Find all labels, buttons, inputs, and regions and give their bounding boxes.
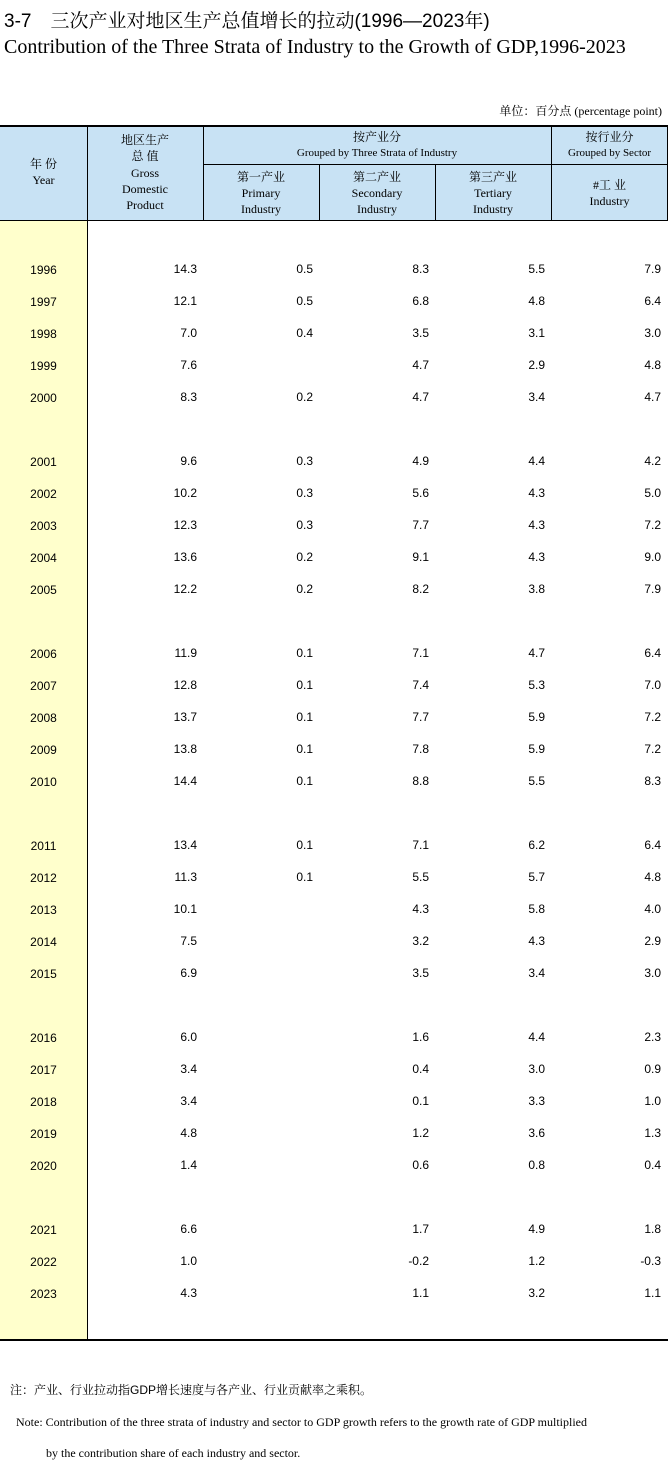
cell-primary: 0.2 xyxy=(296,582,313,596)
cell-gdp: 1.4 xyxy=(180,1158,197,1172)
cell-secondary: 4.7 xyxy=(412,390,429,404)
cell-industry: 4.2 xyxy=(644,454,661,468)
header-industry-cn: #工 业 xyxy=(592,178,626,192)
cell-tertiary: 4.3 xyxy=(528,486,545,500)
cell-secondary: 4.3 xyxy=(412,902,429,916)
cell-industry: -0.3 xyxy=(640,1254,661,1268)
cell-secondary: 5.6 xyxy=(412,486,429,500)
cell-gdp: 12.2 xyxy=(173,582,197,596)
cell-secondary: 8.2 xyxy=(412,582,429,596)
cell-secondary: 6.8 xyxy=(412,294,429,308)
cell-gdp: 10.1 xyxy=(173,902,197,916)
table-row xyxy=(0,326,668,346)
cell-year: 1998 xyxy=(30,327,57,341)
header-secondary-en2: Industry xyxy=(357,202,397,216)
header-strata-en: Grouped by Three Strata of Industry xyxy=(296,147,458,159)
cell-primary: 0.2 xyxy=(296,550,313,564)
cell-industry: 7.2 xyxy=(644,742,661,756)
header-strata-group xyxy=(203,129,551,161)
cell-tertiary: 3.1 xyxy=(528,326,545,340)
table-row xyxy=(0,358,668,378)
table-row xyxy=(0,454,668,474)
cell-primary: 0.4 xyxy=(296,326,313,340)
cell-secondary: 0.6 xyxy=(412,1158,429,1172)
cell-tertiary: 4.8 xyxy=(528,294,545,308)
cell-secondary: 4.9 xyxy=(412,454,429,468)
cell-primary: 0.1 xyxy=(296,838,313,852)
cell-secondary: 1.1 xyxy=(412,1286,429,1300)
cell-gdp: 6.0 xyxy=(180,1030,197,1044)
cell-secondary: 3.5 xyxy=(412,966,429,980)
table-row xyxy=(0,1126,668,1146)
header-gdp-en1: Gross xyxy=(130,166,159,180)
table-row xyxy=(0,1062,668,1082)
cell-tertiary: 5.8 xyxy=(528,902,545,916)
cell-primary: 0.2 xyxy=(296,390,313,404)
cell-year: 2006 xyxy=(30,647,57,661)
cell-secondary: -0.2 xyxy=(408,1254,429,1268)
cell-tertiary: 5.7 xyxy=(528,870,545,884)
header-industry-en: Industry xyxy=(589,194,630,208)
cell-gdp: 3.4 xyxy=(180,1094,197,1108)
cell-industry: 7.0 xyxy=(644,678,661,692)
cell-industry: 4.7 xyxy=(644,390,661,404)
cell-gdp: 12.1 xyxy=(173,294,197,308)
cell-secondary: 7.7 xyxy=(412,518,429,532)
unit-label: 单位：百分点 (percentage point) xyxy=(499,104,662,118)
cell-year: 2005 xyxy=(30,583,57,597)
cell-gdp: 10.2 xyxy=(173,486,197,500)
cell-secondary: 7.1 xyxy=(412,646,429,660)
cell-gdp: 12.3 xyxy=(173,518,197,532)
note-en-line1: Note: Contribution of the three strata of industry and sector to GDP growth refers to the growth rate of GDP multiplied xyxy=(16,1415,587,1429)
cell-gdp: 6.9 xyxy=(180,966,197,980)
cell-industry: 2.3 xyxy=(644,1030,661,1044)
cell-year: 2018 xyxy=(30,1095,57,1109)
cell-industry: 3.0 xyxy=(644,966,661,980)
cell-industry: 6.4 xyxy=(644,646,661,660)
cell-industry: 1.0 xyxy=(644,1094,661,1108)
table-bottom-rule xyxy=(0,1339,668,1341)
cell-industry: 6.4 xyxy=(644,838,661,852)
cell-tertiary: 5.9 xyxy=(528,710,545,724)
table-row xyxy=(0,1222,668,1242)
cell-year: 2003 xyxy=(30,519,57,533)
header-sector-group xyxy=(551,129,668,161)
cell-secondary: 3.5 xyxy=(412,326,429,340)
cell-primary: 0.5 xyxy=(296,294,313,308)
table-row xyxy=(0,838,668,858)
cell-primary: 0.1 xyxy=(296,678,313,692)
cell-year: 2004 xyxy=(30,551,57,565)
cell-gdp: 6.6 xyxy=(180,1222,197,1236)
cell-tertiary: 4.3 xyxy=(528,934,545,948)
header-primary-en1: Primary xyxy=(241,186,281,200)
table-row xyxy=(0,1030,668,1050)
cell-tertiary: 4.3 xyxy=(528,518,545,532)
cell-primary: 0.1 xyxy=(296,742,313,756)
cell-year: 2002 xyxy=(30,487,57,501)
cell-gdp: 13.4 xyxy=(173,838,197,852)
table-row xyxy=(0,710,668,730)
table-row xyxy=(0,870,668,890)
note-en-line2: by the contribution share of each industry and sector. xyxy=(46,1446,301,1460)
table-row xyxy=(0,582,668,602)
cell-gdp: 4.8 xyxy=(180,1126,197,1140)
cell-gdp: 8.3 xyxy=(180,390,197,404)
header-tertiary-en2: Industry xyxy=(473,202,513,216)
cell-year: 2014 xyxy=(30,935,57,949)
header-tertiary-en1: Tertiary xyxy=(474,186,512,200)
table-row xyxy=(0,486,668,506)
cell-industry: 7.9 xyxy=(644,582,661,596)
cell-industry: 7.2 xyxy=(644,518,661,532)
cell-industry: 0.9 xyxy=(644,1062,661,1076)
cell-industry: 7.2 xyxy=(644,710,661,724)
cell-industry: 1.1 xyxy=(644,1286,661,1300)
cell-industry: 4.8 xyxy=(644,870,661,884)
cell-secondary: 7.8 xyxy=(412,742,429,756)
header-strata-cn: 按产业分 xyxy=(352,130,401,144)
table-top-rule xyxy=(0,125,668,127)
cell-industry: 3.0 xyxy=(644,326,661,340)
cell-tertiary: 5.9 xyxy=(528,742,545,756)
cell-secondary: 1.2 xyxy=(412,1126,429,1140)
table-row xyxy=(0,774,668,794)
cell-year: 2023 xyxy=(30,1287,57,1301)
cell-gdp: 7.5 xyxy=(180,934,197,948)
cell-year: 1996 xyxy=(30,263,57,277)
group-header-rule xyxy=(203,164,551,165)
header-industry xyxy=(551,177,668,209)
cell-year: 2015 xyxy=(30,967,57,981)
cell-gdp: 1.0 xyxy=(180,1254,197,1268)
header-gdp-en3: Product xyxy=(126,198,164,212)
header-gdp xyxy=(87,132,203,213)
cell-primary: 0.3 xyxy=(296,454,313,468)
cell-primary: 0.3 xyxy=(296,486,313,500)
table-row xyxy=(0,1094,668,1114)
cell-year: 2022 xyxy=(30,1255,57,1269)
cell-tertiary: 3.4 xyxy=(528,390,545,404)
table-row xyxy=(0,390,668,410)
table-title-cn: 3-7 三次产业对地区生产总值增长的拉动(1996—2023年) xyxy=(4,11,490,32)
cell-gdp: 13.7 xyxy=(173,710,197,724)
cell-year: 2009 xyxy=(30,743,57,757)
cell-secondary: 1.7 xyxy=(412,1222,429,1236)
cell-year: 2011 xyxy=(30,839,57,853)
cell-primary: 0.1 xyxy=(296,710,313,724)
cell-secondary: 7.7 xyxy=(412,710,429,724)
note-cn: 注：产业、行业拉动指GDP增长速度与各产业、行业贡献率之乘积。 xyxy=(10,1383,373,1397)
cell-secondary: 7.4 xyxy=(412,678,429,692)
cell-secondary: 5.5 xyxy=(412,870,429,884)
header-gdp-en2: Domestic xyxy=(122,182,168,196)
table-row xyxy=(0,262,668,282)
cell-tertiary: 4.9 xyxy=(528,1222,545,1236)
cell-gdp: 13.8 xyxy=(173,742,197,756)
cell-gdp: 9.6 xyxy=(180,454,197,468)
header-secondary xyxy=(319,169,435,217)
cell-tertiary: 4.7 xyxy=(528,646,545,660)
table-row xyxy=(0,550,668,570)
cell-year: 2017 xyxy=(30,1063,57,1077)
cell-year: 2016 xyxy=(30,1031,57,1045)
cell-secondary: 4.7 xyxy=(412,358,429,372)
cell-industry: 6.4 xyxy=(644,294,661,308)
cell-secondary: 7.1 xyxy=(412,838,429,852)
cell-tertiary: 4.4 xyxy=(528,454,545,468)
cell-year: 2021 xyxy=(30,1223,57,1237)
cell-gdp: 12.8 xyxy=(173,678,197,692)
cell-industry: 4.0 xyxy=(644,902,661,916)
header-year xyxy=(0,156,87,188)
cell-primary: 0.3 xyxy=(296,518,313,532)
cell-secondary: 8.3 xyxy=(412,262,429,276)
table-row xyxy=(0,966,668,986)
header-secondary-cn: 第二产业 xyxy=(352,170,401,184)
cell-secondary: 9.1 xyxy=(412,550,429,564)
header-gdp-cn1: 地区生产 xyxy=(120,133,169,147)
cell-industry: 1.3 xyxy=(644,1126,661,1140)
cell-primary: 0.5 xyxy=(296,262,313,276)
table-row xyxy=(0,518,668,538)
cell-gdp: 7.0 xyxy=(180,326,197,340)
cell-tertiary: 3.8 xyxy=(528,582,545,596)
cell-secondary: 0.1 xyxy=(412,1094,429,1108)
table-row xyxy=(0,742,668,762)
cell-year: 2019 xyxy=(30,1127,57,1141)
cell-tertiary: 3.0 xyxy=(528,1062,545,1076)
header-year-en: Year xyxy=(32,173,55,187)
cell-primary: 0.1 xyxy=(296,774,313,788)
cell-secondary: 0.4 xyxy=(412,1062,429,1076)
table-row xyxy=(0,1158,668,1178)
cell-industry: 8.3 xyxy=(644,774,661,788)
header-primary-en2: Industry xyxy=(241,202,281,216)
cell-tertiary: 6.2 xyxy=(528,838,545,852)
cell-gdp: 14.3 xyxy=(173,262,197,276)
cell-secondary: 3.2 xyxy=(412,934,429,948)
table-row xyxy=(0,294,668,314)
table-row xyxy=(0,902,668,922)
cell-tertiary: 2.9 xyxy=(528,358,545,372)
table-row xyxy=(0,1286,668,1306)
table-row xyxy=(0,678,668,698)
cell-industry: 1.8 xyxy=(644,1222,661,1236)
cell-tertiary: 4.3 xyxy=(528,550,545,564)
cell-primary: 0.1 xyxy=(296,646,313,660)
cell-year: 1997 xyxy=(30,295,57,309)
header-sector-en: Grouped by Sector xyxy=(567,147,652,159)
group-header-rule xyxy=(551,164,668,165)
header-year-cn: 年 份 xyxy=(29,157,57,171)
cell-year: 1999 xyxy=(30,359,57,373)
header-gdp-cn2: 总 值 xyxy=(131,149,159,163)
cell-industry: 4.8 xyxy=(644,358,661,372)
cell-secondary: 1.6 xyxy=(412,1030,429,1044)
table-row xyxy=(0,934,668,954)
cell-tertiary: 3.2 xyxy=(528,1286,545,1300)
header-secondary-en1: Secondary xyxy=(351,186,403,200)
cell-industry: 7.9 xyxy=(644,262,661,276)
cell-year: 2008 xyxy=(30,711,57,725)
cell-gdp: 3.4 xyxy=(180,1062,197,1076)
cell-gdp: 11.9 xyxy=(174,646,197,660)
cell-industry: 2.9 xyxy=(644,934,661,948)
cell-tertiary: 1.2 xyxy=(528,1254,545,1268)
cell-gdp: 13.6 xyxy=(173,550,197,564)
header-primary xyxy=(203,169,319,217)
cell-tertiary: 5.3 xyxy=(528,678,545,692)
cell-year: 2013 xyxy=(30,903,57,917)
cell-gdp: 4.3 xyxy=(180,1286,197,1300)
table-title-en: Contribution of the Three Strata of Industry to the Growth of GDP,1996-2023 xyxy=(4,36,626,58)
cell-year: 2001 xyxy=(30,455,57,469)
header-tertiary-cn: 第三产业 xyxy=(468,170,517,184)
cell-year: 2012 xyxy=(30,871,57,885)
cell-gdp: 11.3 xyxy=(174,870,197,884)
cell-tertiary: 5.5 xyxy=(528,774,545,788)
cell-year: 2007 xyxy=(30,679,57,693)
header-bottom-rule xyxy=(0,220,668,221)
cell-tertiary: 3.3 xyxy=(528,1094,545,1108)
cell-tertiary: 4.4 xyxy=(528,1030,545,1044)
table-row xyxy=(0,1254,668,1274)
cell-tertiary: 3.6 xyxy=(528,1126,545,1140)
cell-gdp: 7.6 xyxy=(180,358,197,372)
cell-tertiary: 3.4 xyxy=(528,966,545,980)
header-tertiary xyxy=(435,169,551,217)
table-row xyxy=(0,646,668,666)
cell-year: 2000 xyxy=(30,391,57,405)
cell-industry: 9.0 xyxy=(644,550,661,564)
cell-primary: 0.1 xyxy=(296,870,313,884)
cell-year: 2020 xyxy=(30,1159,57,1173)
cell-industry: 5.0 xyxy=(644,486,661,500)
cell-tertiary: 5.5 xyxy=(528,262,545,276)
cell-industry: 0.4 xyxy=(644,1158,661,1172)
cell-tertiary: 0.8 xyxy=(528,1158,545,1172)
header-primary-cn: 第一产业 xyxy=(236,170,285,184)
cell-gdp: 14.4 xyxy=(173,774,197,788)
cell-secondary: 8.8 xyxy=(412,774,429,788)
header-sector-cn: 按行业分 xyxy=(585,130,634,144)
cell-year: 2010 xyxy=(30,775,57,789)
